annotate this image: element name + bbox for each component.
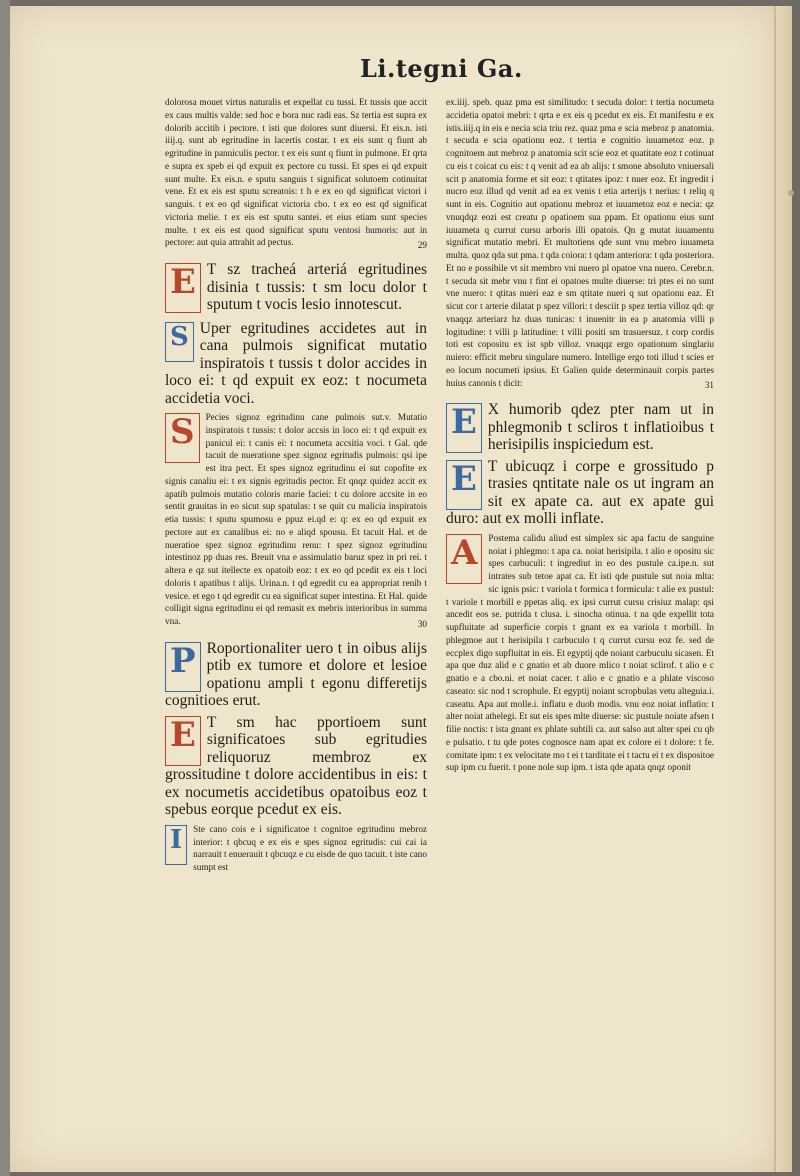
paragraph-text: T ubicuqz i corpe e grossitudo p trasies qntitate nale os ut ingram an sit ex apate ca. aut ex apate gui duro: aut ex molli inflate.	[446, 457, 714, 528]
paragraph-text: Pecies signoz egritudinu cane pulmois sut.v. Mutatio inspiratois t tussis: t dolor accsis in loco ei: t qd expuit ex panicul ei: t canis ei: t nocumeta accsitia voci. t Gal. qde tacuit de nueratione spez signoz egritudis pulmois: qsi ipe est itra pect. Et spes signoz egritudinu ei sut copofite ex signis canaliu ei: t ex signis egritudis pector. Et qnqz quidez accit ex apatib pulmois mutatio coloris marie faciei: t cu dolore accsite in eo sentit grauitas in eo sicut sup spatulas: t se quit cu malicia inspiratois etia tussis: t sputu spumosu e ppuz ei.qd e: q: ex eo qd expuit ex pectore aut ex canalibus ei: no e aliqd spousu. Et tacuit Hal. et de nueratioe spez signoz egritudinu renu: t spez signoz egritudinu intestinoz pp duas res. Breuit vna e assimulatio baruz spez in pri rei. t altera e qz sut itellecte ex opatoib eoz: t ex eo qd pcedit ex eis t loci doloris t apatibus t alijs. Urina.n. t qd egredit cu ea appropriat renib t vesice. et ego t qd egredit cu ea significat super intestina. Et Hal. quide colligit signa egritudinu ei qd remasit ex mebris interioribus in summa vna.	[165, 412, 427, 626]
paragraph-text: Roportionaliter uero t in oibus alijs ptib ex tumore et dolore et lesioe opationu ampli t egonu differetijs cognitioes erut.	[165, 639, 427, 710]
right-paragraph-4	[446, 532, 714, 774]
drop-cap: S	[165, 322, 194, 362]
left-column	[165, 96, 427, 876]
paragraph-text: T sz tracheá arteriá egritudines disinia t tussis: t sm locu dolor t sputum t vocis lesio innotescut.	[206, 261, 427, 313]
drop-cap: E	[165, 716, 201, 766]
right-paragraph-3	[446, 458, 714, 528]
drop-cap: E	[446, 460, 482, 510]
left-paragraph-4	[165, 411, 427, 628]
right-paragraph-1: ex.iiij. speb. quaz pma est similitudo: t secuda dolor: t tertia nocumeta accidetia opatoi mebri: t qrta e ex eis q pcedut ex eis. Et manifestu e ex istis.iiij.q in eis e necia scia triu rez. quaz pma e scia mebroz p anatomia. t secuda e scia opationu eoz. t tertia e cognitio iuuametoz eoz. p cognitoem aut mebroz p anatomia scit scie eoz et quatitate eoz t cotinuat cu eis t coicat cu eis: t q venit ad ea ab alijs: t smone absoluto vniuersali scit p anatomia forme et sit eoz: t qtitates ipoz: t nuer eoz. Et ingredit i nucro eoz illud qd venit ad ea ex venis t etia arterijs t nerius: t reliq q sunt in eis. Cognitio aut opationu mebroz et iuuametoz eoz e necia: qz vnuqdqz eozi est creatu p opatioem sua ppam. Et opationu eius sunt iuuameta q currut cursu arboris illi opatois. Qn g mutat iuuamentu significat mutatio mebri. Et multotiens qde sunt vnu mebro iuuameta multa. quoz qda sut pma. t qda coiora: t qdam anteriora: t qda posteriora. Et no e possibile vt sit membro vni nuero pl opatoe vna nuero. Cerebr.n. t secuda sit mebr vnu t fint ei opatoes multe diuerse: tri ptes ei no sunt vne nuero: t qtitas nueri eaz e sm qtitate nueri q sut opationu eaz. Et sicut cor t arterie dilatat p spez villori: t desciit p spez tertia villoz qd: qr vnaqqz arteriarz hz duas tunicas: t inuenitr in ea p anatomia villi p logitudine: t villi p latitudine: t villi positi sm trasuersuz. t corp cordis toti est copositu ex ist spb villoz. vnaqqz ergo opationum singlariu nuiero: efficit mebru singulare numero. Intellige ergo toti illud t scies er eo locum nocumeti ipsius. Et Galien quide determinauit corpis partes huius canonis t dicit:	[446, 97, 714, 388]
paragraph-number-29: 29	[417, 240, 427, 250]
drop-cap: E	[446, 403, 482, 453]
left-paragraph-6	[165, 714, 427, 819]
left-paragraph-3	[165, 320, 427, 408]
binding-edge	[0, 0, 10, 1176]
drop-cap: A	[446, 534, 482, 584]
left-paragraph-5	[165, 640, 427, 710]
paragraph-number-30: 30	[417, 618, 427, 629]
running-title: Li.tegni Ga.	[360, 54, 523, 83]
page-stain	[788, 190, 794, 196]
drop-cap: S	[165, 413, 200, 463]
paragraph-text: Ste cano cois e i significatoe t cognitoe egritudinu mebroz interior: t qbcuq e ex eis e spes signoz egritudis: cui cai ia narrauit t enuerauit t qbcuqz e cu eisde de quo tacuit. t iste cano sumpt est	[193, 823, 427, 872]
paragraph-text: X humorib qdez pter nam ut in phlegmonib t scliros t inflatioibus t herisipilis inspiciedum est.	[487, 401, 714, 454]
paragraph-text: Postema calidu aliud est simplex sic apa factu de sanguine noiat i phlegmo: t apa ca. noiat herisipila. t alio e opositu sic spes carbuculi: t ingrediut in eo des pustule ca.ipe.n. sut intrates sub tetoe apat ca. Et isti qde pustule sut noia mlta: sic ignis psic: t variola t formica t formicula: t alie ex pustul: t variole t morbill e ppetas aliq. ex ipsi currut cursu crisiuz malap: qsi ancedit eos se. putrida t clusa. i. sinocha otinua. t na qde expellit tota supfluitate ad superficie corpis t gnant ex ea variola t morbill. In phlegmoe aut t herisipila t carbuculo t q currut cursu eoz fe. sed de eccplex digo supfluitat in eis. Et egyptij qde noiant carbuculu sicasen. Et apa que duz alid e c gnatio et ab duore mlico t noiat sclirof. t alio e c gnatio e a cbo.ni. et noiat cacer. t alio e c gnatio e a phlate viscoso caseato: sic nod t scrophule. Et egyptij noiant scropbulas vetu alteguia.i. caseatu. Apa aut molle.i. inflatu e duob modis. vnu eoz noiat inflatio: t alter noiat athelegi. Et sut eis spes mlte diuerse: sic pustule noiate afsen t filie noctis: t ista gnant ex phlate subtili ca. aut salso aut alter spei cu qb e pulsatio. t tu qde potes cognosce nam apat ex colore ei t dolore: t fe. comitate ipm: t ex velocitate mo t ei t tarditate ei t tactu ei t ex dispositoe sup ipm cu fuerit. t pone nole sup ipm. t ista qde apata qnqz oponit	[446, 532, 714, 773]
right-paragraph-2	[446, 401, 714, 454]
left-paragraph-2	[165, 261, 427, 314]
paragraph-number-31: 31	[704, 380, 714, 391]
paragraph-text: Uper egritudines accidetes aut in cana pulmois significat mutatio inspiratois t tussis t dolor accides in loco ei: t qd expuit ex eoz: t nocumeta accidetia voci.	[165, 319, 427, 407]
paragraph-text: T sm hac pportioem sunt significatoes sub egritudies reliquoruz membroz ex grossitudine t dolore accidentibus in eis: t ex nocumetis accidetibus opatoibus eoz t spebus eorque pcedut ex eis.	[165, 713, 427, 819]
drop-cap: I	[165, 825, 187, 865]
drop-cap: P	[165, 642, 201, 692]
right-column	[446, 96, 714, 776]
page-edge-stack	[774, 6, 792, 1172]
left-paragraph-1: dolorosa mouet virtus naturalis et expellat cu tussi. Et tussis que accit ex caus multis valde: sed hoc e bora nuc radi eas. Sz tertia est supra ex dolorib accitib i pectore. t isti que dolores sunt diuersi. Et eis.n. isti iiij.q. sunt ab egritudine in lacertis costar. t ex eis sunt q fiunt ab egritudine in panniculis pector. t ex eis sunt q fiunt in pulmone. Et qrta e supra ex speb ei qd expuit ex pectore cu tussi. Et spes ei qd expuit sunt multe. Ex eis.n. e sputu sanguis t significat solutoem cotinuitat vene. Et ex eis est sputu screatois: t h e ex eo qd significat victori i sanguis. t ex eo qd significat victoria cbo. t ex eo est qd significat victoria melie. t ex eis est sputu santei. et eius etiam sunt species multe. t ex eis est quod significat sputu ventosi humoris: aut in pectore: aut quia attrahit ad pectus.	[165, 97, 427, 248]
left-paragraph-7	[165, 823, 427, 874]
drop-cap: E	[165, 263, 201, 313]
